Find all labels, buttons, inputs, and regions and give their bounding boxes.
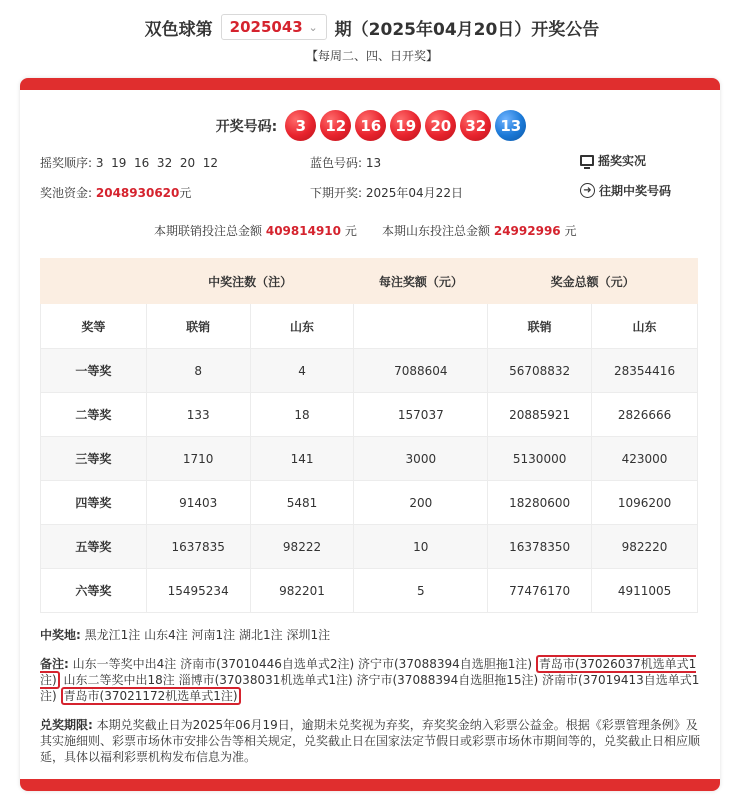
prize-level: 三等奖: [41, 437, 147, 481]
shandong-winners: 4: [250, 349, 354, 393]
header-total-national: 联销: [488, 304, 592, 349]
header-per-blank: [354, 304, 488, 349]
per-prize: 157037: [354, 393, 488, 437]
national-winners: 91403: [146, 481, 250, 525]
total-national: 16378350: [488, 525, 592, 569]
winning-regions-label: 中奖地:: [40, 628, 81, 642]
shandong-sales-unit: 元: [564, 224, 577, 238]
card-bottom-bar: [20, 779, 720, 791]
per-prize: 200: [354, 481, 488, 525]
redemption-deadline: [40, 717, 700, 765]
national-winners: 133: [146, 393, 250, 437]
table-row: [41, 393, 698, 437]
winning-regions-text: 黑龙江1注 山东4注 河南1注 湖北1注 深圳1注: [84, 628, 331, 642]
title-suffix: 期（2025年04月20日）开奖公告: [334, 19, 600, 40]
header-shandong: 山东: [250, 304, 354, 349]
draw-order-value: 3 19 16 32 20 12: [95, 156, 219, 170]
header-level: 奖等: [41, 304, 147, 349]
red-ball: 19: [390, 110, 421, 141]
shandong-sales-value: 24992996: [493, 224, 561, 238]
title-prefix: 双色球第: [144, 19, 213, 40]
announcement-title: [0, 14, 744, 40]
national-winners: 1710: [146, 437, 250, 481]
shandong-winners: 141: [250, 437, 354, 481]
prize-table: [40, 258, 698, 613]
shandong-sales-label: 本期山东投注总金额: [382, 224, 491, 238]
next-draw-value: 2025年04月22日: [365, 186, 463, 200]
per-prize: 10: [354, 525, 488, 569]
winning-regions: [40, 627, 700, 643]
table-row: [41, 569, 698, 613]
red-ball: 3: [285, 110, 316, 141]
table-row: [41, 349, 698, 393]
red-ball: 16: [355, 110, 386, 141]
shandong-winners: 98222: [250, 525, 354, 569]
issue-value: 2025043: [229, 18, 303, 36]
highlight-qingdao-2: 青岛市(37021172机选单式1注): [61, 687, 241, 705]
total-national: 20885921: [488, 393, 592, 437]
national-winners: 1637835: [146, 525, 250, 569]
prize-pool-label: 奖池资金:: [40, 186, 93, 200]
prize-level: 四等奖: [41, 481, 147, 525]
deadline-text: 本期兑奖截止日为2025年06月19日，逾期未兑奖视为弃奖，弃奖奖金纳入彩票公益金。根据《彩票管理条例》及其实施细则、彩票市场休市安排公告等相关规定，兑奖截止日在国家法定节假日或彩票市场休市期间等的，兑奖截止日相应顺延，具体以福利彩票机构发布信息为准。: [40, 718, 701, 764]
highlight-qingdao-1: 青岛市(37026037机选单式1注): [40, 657, 697, 687]
monitor-icon: [580, 155, 594, 166]
national-winners: 8: [146, 349, 250, 393]
header-blank: [41, 259, 147, 304]
chevron-down-icon: ⌄: [308, 20, 318, 34]
draw-order-label: 摇奖顺序:: [40, 156, 93, 170]
prize-level: 二等奖: [41, 393, 147, 437]
prize-pool-unit: 元: [179, 186, 192, 200]
winning-numbers: [0, 110, 744, 141]
table-row: [41, 481, 698, 525]
header-per-prize: 每注奖额（元）: [354, 259, 488, 304]
blue-ball: 13: [495, 110, 526, 141]
shandong-sales: [382, 222, 576, 239]
card-top-bar: [20, 78, 720, 90]
national-sales: [154, 222, 357, 239]
total-shandong: 2826666: [592, 393, 698, 437]
draw-schedule: 【每周二、四、日开奖】: [305, 49, 438, 63]
history-label: 往期中奖号码: [599, 184, 672, 198]
total-shandong: 423000: [592, 437, 698, 481]
total-national: 77476170: [488, 569, 592, 613]
per-prize: 5: [354, 569, 488, 613]
national-sales-value: 409814910: [265, 224, 341, 238]
blue-number-info: [310, 154, 381, 171]
table-row: [41, 525, 698, 569]
blue-number-label: 蓝色号码:: [310, 156, 363, 170]
winning-numbers-label: 开奖号码:: [215, 118, 278, 135]
notes-text-2: 山东二等奖中出18注 淄博市(37038031机选单式1注) 济宁市(37088394自选胆拖15注) 济南市(37019413自选单式1注): [40, 673, 700, 703]
per-prize: 3000: [354, 437, 488, 481]
prize-level: 六等奖: [41, 569, 147, 613]
notes-label: 备注:: [40, 657, 69, 671]
total-shandong: 28354416: [592, 349, 698, 393]
live-draw-label: 摇奖实况: [598, 154, 647, 168]
total-shandong: 1096200: [592, 481, 698, 525]
total-national: 5130000: [488, 437, 592, 481]
draw-order: [40, 154, 218, 171]
next-draw: [310, 184, 463, 201]
prize-level: 一等奖: [41, 349, 147, 393]
national-sales-unit: 元: [344, 224, 357, 238]
shandong-winners: 18: [250, 393, 354, 437]
prize-pool-value: 2048930620: [95, 186, 180, 200]
red-ball: 20: [425, 110, 456, 141]
header-winners: 中奖注数（注）: [146, 259, 354, 304]
header-national: 联销: [146, 304, 250, 349]
prize-pool: [40, 184, 191, 201]
national-winners: 15495234: [146, 569, 250, 613]
per-prize: 7088604: [354, 349, 488, 393]
live-draw-link[interactable]: [580, 152, 646, 169]
blue-number-value: 13: [365, 156, 382, 170]
header-total-prize: 奖金总额（元）: [488, 259, 698, 304]
total-national: 18280600: [488, 481, 592, 525]
arrow-right-icon: ➜: [580, 183, 595, 198]
shandong-winners: 982201: [250, 569, 354, 613]
deadline-label: 兑奖期限:: [40, 718, 93, 732]
red-ball: 32: [460, 110, 491, 141]
national-sales-label: 本期联销投注总金额: [154, 224, 263, 238]
total-shandong: 982220: [592, 525, 698, 569]
history-link[interactable]: [580, 182, 671, 199]
issue-select[interactable]: [221, 14, 327, 40]
total-national: 56708832: [488, 349, 592, 393]
notes: [40, 656, 700, 704]
red-ball: 12: [320, 110, 351, 141]
table-row: [41, 437, 698, 481]
next-draw-label: 下期开奖:: [310, 186, 363, 200]
total-shandong: 4911005: [592, 569, 698, 613]
table-header-row: [41, 259, 698, 304]
header-total-shandong: 山东: [592, 304, 698, 349]
prize-level: 五等奖: [41, 525, 147, 569]
table-subheader-row: [41, 304, 698, 349]
notes-text-1: 山东一等奖中出4注 济南市(37010446自选单式2注) 济宁市(37088394自选胆拖1注): [72, 657, 533, 671]
shandong-winners: 5481: [250, 481, 354, 525]
